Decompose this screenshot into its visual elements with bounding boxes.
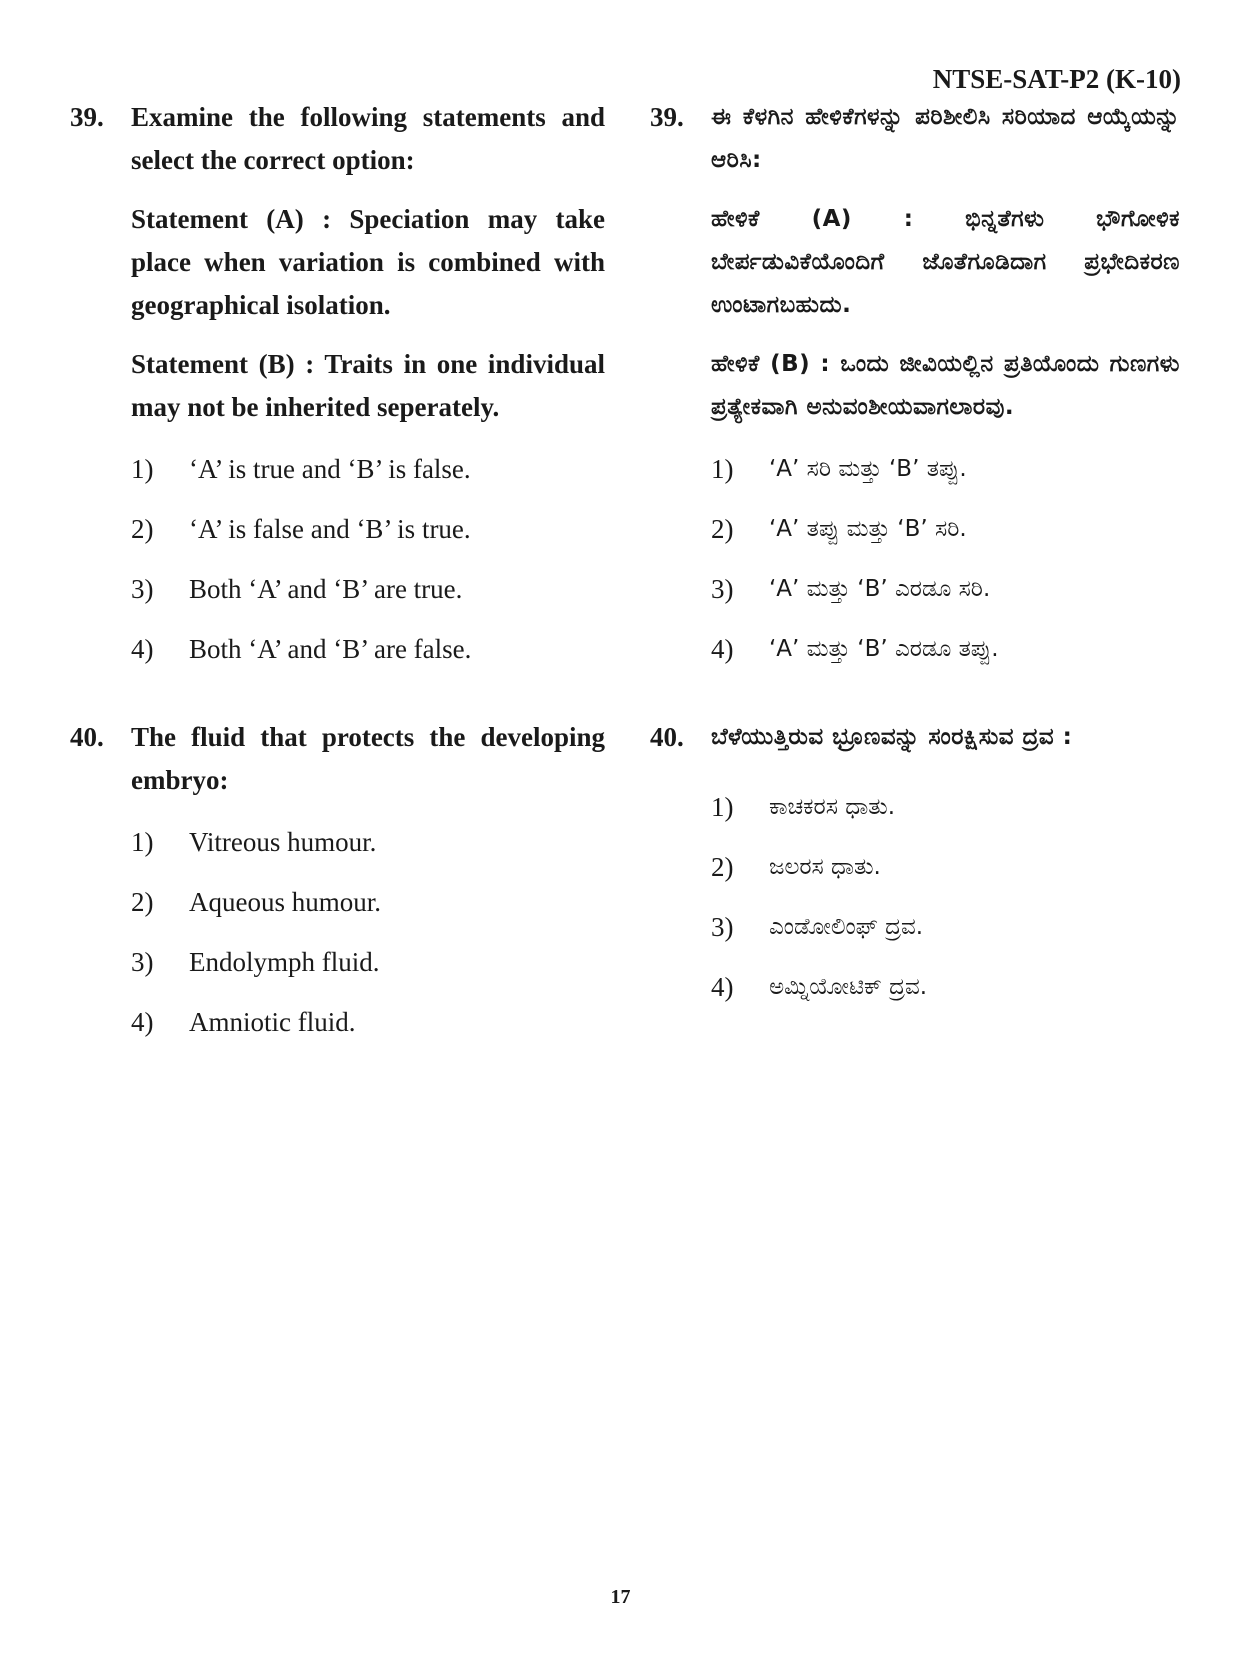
option-1 (131, 824, 605, 884)
question-text: ಬೆಳೆಯುತ್ತಿರುವ ಭ್ರೂಣವನ್ನು ಸಂರಕ್ಷಿಸುವ ದ್ರವ : (711, 724, 1073, 750)
option-number: 3) (711, 912, 734, 942)
option-number: 1) (131, 454, 154, 484)
question-40-en (70, 716, 605, 1064)
option-number: 3) (131, 574, 154, 604)
question-number: 39. (70, 102, 104, 132)
option-text: ಅಮ್ನಿಯೋಟಿಕ್ ದ್ರವ. (769, 974, 928, 1000)
option-text: ಜಲರಸ ಧಾತು. (769, 854, 881, 880)
option-number: 2) (711, 852, 734, 882)
option-4 (711, 969, 1180, 1029)
statement-a: Statement (A) : Speciation may take place when variation is combined with geographical isolation. (131, 204, 605, 320)
question-text: ಈ ಕೆಳಗಿನ ಹೇಳಿಕೆಗಳನ್ನು ಪರಿಶೀಲಿಸಿ ಸರಿಯಾದ ಆಯ್ಕೆಯನ್ನು ಆರಿಸಿ: (711, 104, 1180, 173)
question-head (650, 96, 1180, 182)
option-1 (711, 451, 1180, 511)
option-text: Endolymph fluid. (189, 947, 380, 977)
options-list (131, 824, 605, 1064)
question-39-en (70, 96, 605, 691)
page-code-header: NTSE-SAT-P2 (K-10) (932, 64, 1181, 94)
option-2 (711, 849, 1180, 909)
option-number: 1) (711, 792, 734, 822)
option-1 (711, 789, 1180, 849)
question-head (70, 716, 605, 802)
options-list (711, 451, 1180, 691)
question-number: 40. (650, 722, 684, 752)
option-number: 4) (711, 634, 734, 664)
option-number: 3) (711, 574, 734, 604)
option-1 (131, 451, 605, 511)
statement-a: ಹೇಳಿಕೆ (A) : ಭಿನ್ನತೆಗಳು ಭೌಗೋಳಿಕ ಬೇರ್ಪಡುವಿಕೆಯೊಂದಿಗೆ ಜೊತೆಗೂಡಿದಾಗ ಪ್ರಭೇದಿಕರಣ ಉಂಟಾಗಬಹುದು. (711, 206, 1180, 318)
option-text: Vitreous humour. (189, 827, 377, 857)
option-text: ‘A’ ಮತ್ತು ‘B’ ಎರಡೂ ತಪ್ಪು. (769, 636, 999, 662)
option-number: 2) (131, 887, 154, 917)
option-number: 4) (131, 1007, 154, 1037)
option-number: 2) (711, 514, 734, 544)
option-text: ‘A’ ತಪ್ಪು ಮತ್ತು ‘B’ ಸರಿ. (769, 516, 967, 542)
option-text: ಎಂಡೋಲಿಂಫ್ ದ್ರವ. (769, 914, 924, 940)
option-3 (711, 909, 1180, 969)
option-3 (131, 571, 605, 631)
option-number: 4) (131, 634, 154, 664)
option-number: 3) (131, 947, 154, 977)
option-2 (131, 884, 605, 944)
statement-b: Statement (B) : Traits in one individual may not be inherited seperately. (131, 349, 605, 422)
option-4 (131, 631, 605, 691)
options-list (711, 789, 1180, 1029)
options-list (131, 451, 605, 691)
page-number: 17 (610, 1586, 631, 1608)
question-head (70, 96, 605, 182)
option-3 (711, 571, 1180, 631)
option-number: 2) (131, 514, 154, 544)
question-39-kn (650, 96, 1180, 691)
option-text: Amniotic fluid. (189, 1007, 356, 1037)
option-text: ಕಾಚಕರಸ ಧಾತು. (769, 794, 896, 820)
option-text: Both ‘A’ and ‘B’ are true. (189, 574, 463, 604)
option-text: Aqueous humour. (189, 887, 381, 917)
question-number: 40. (70, 722, 104, 752)
option-text: ‘A’ ಸರಿ ಮತ್ತು ‘B’ ತಪ್ಪು. (769, 456, 967, 482)
option-4 (711, 631, 1180, 691)
question-40-kn (650, 716, 1180, 1029)
question-head (650, 716, 1180, 759)
option-text: ‘A’ ಮತ್ತು ‘B’ ಎರಡೂ ಸರಿ. (769, 576, 991, 602)
option-number: 4) (711, 972, 734, 1002)
option-2 (711, 511, 1180, 571)
question-text: Examine the following statements and select the correct option: (131, 102, 605, 175)
question-text: The fluid that protects the developing embryo: (131, 722, 605, 795)
question-number: 39. (650, 102, 684, 132)
option-2 (131, 511, 605, 571)
option-3 (131, 944, 605, 1004)
option-text: ‘A’ is true and ‘B’ is false. (189, 454, 471, 484)
option-4 (131, 1004, 605, 1064)
option-number: 1) (711, 454, 734, 484)
option-number: 1) (131, 827, 154, 857)
statement-b: ಹೇಳಿಕೆ (B) : ಒಂದು ಜೀವಿಯಲ್ಲಿನ ಪ್ರತಿಯೊಂದು ಗುಣಗಳು ಪ್ರತ್ಯೇಕವಾಗಿ ಅನುವಂಶೀಯವಾಗಲಾರವು. (711, 351, 1180, 420)
option-text: ‘A’ is false and ‘B’ is true. (189, 514, 471, 544)
option-text: Both ‘A’ and ‘B’ are false. (189, 634, 472, 664)
